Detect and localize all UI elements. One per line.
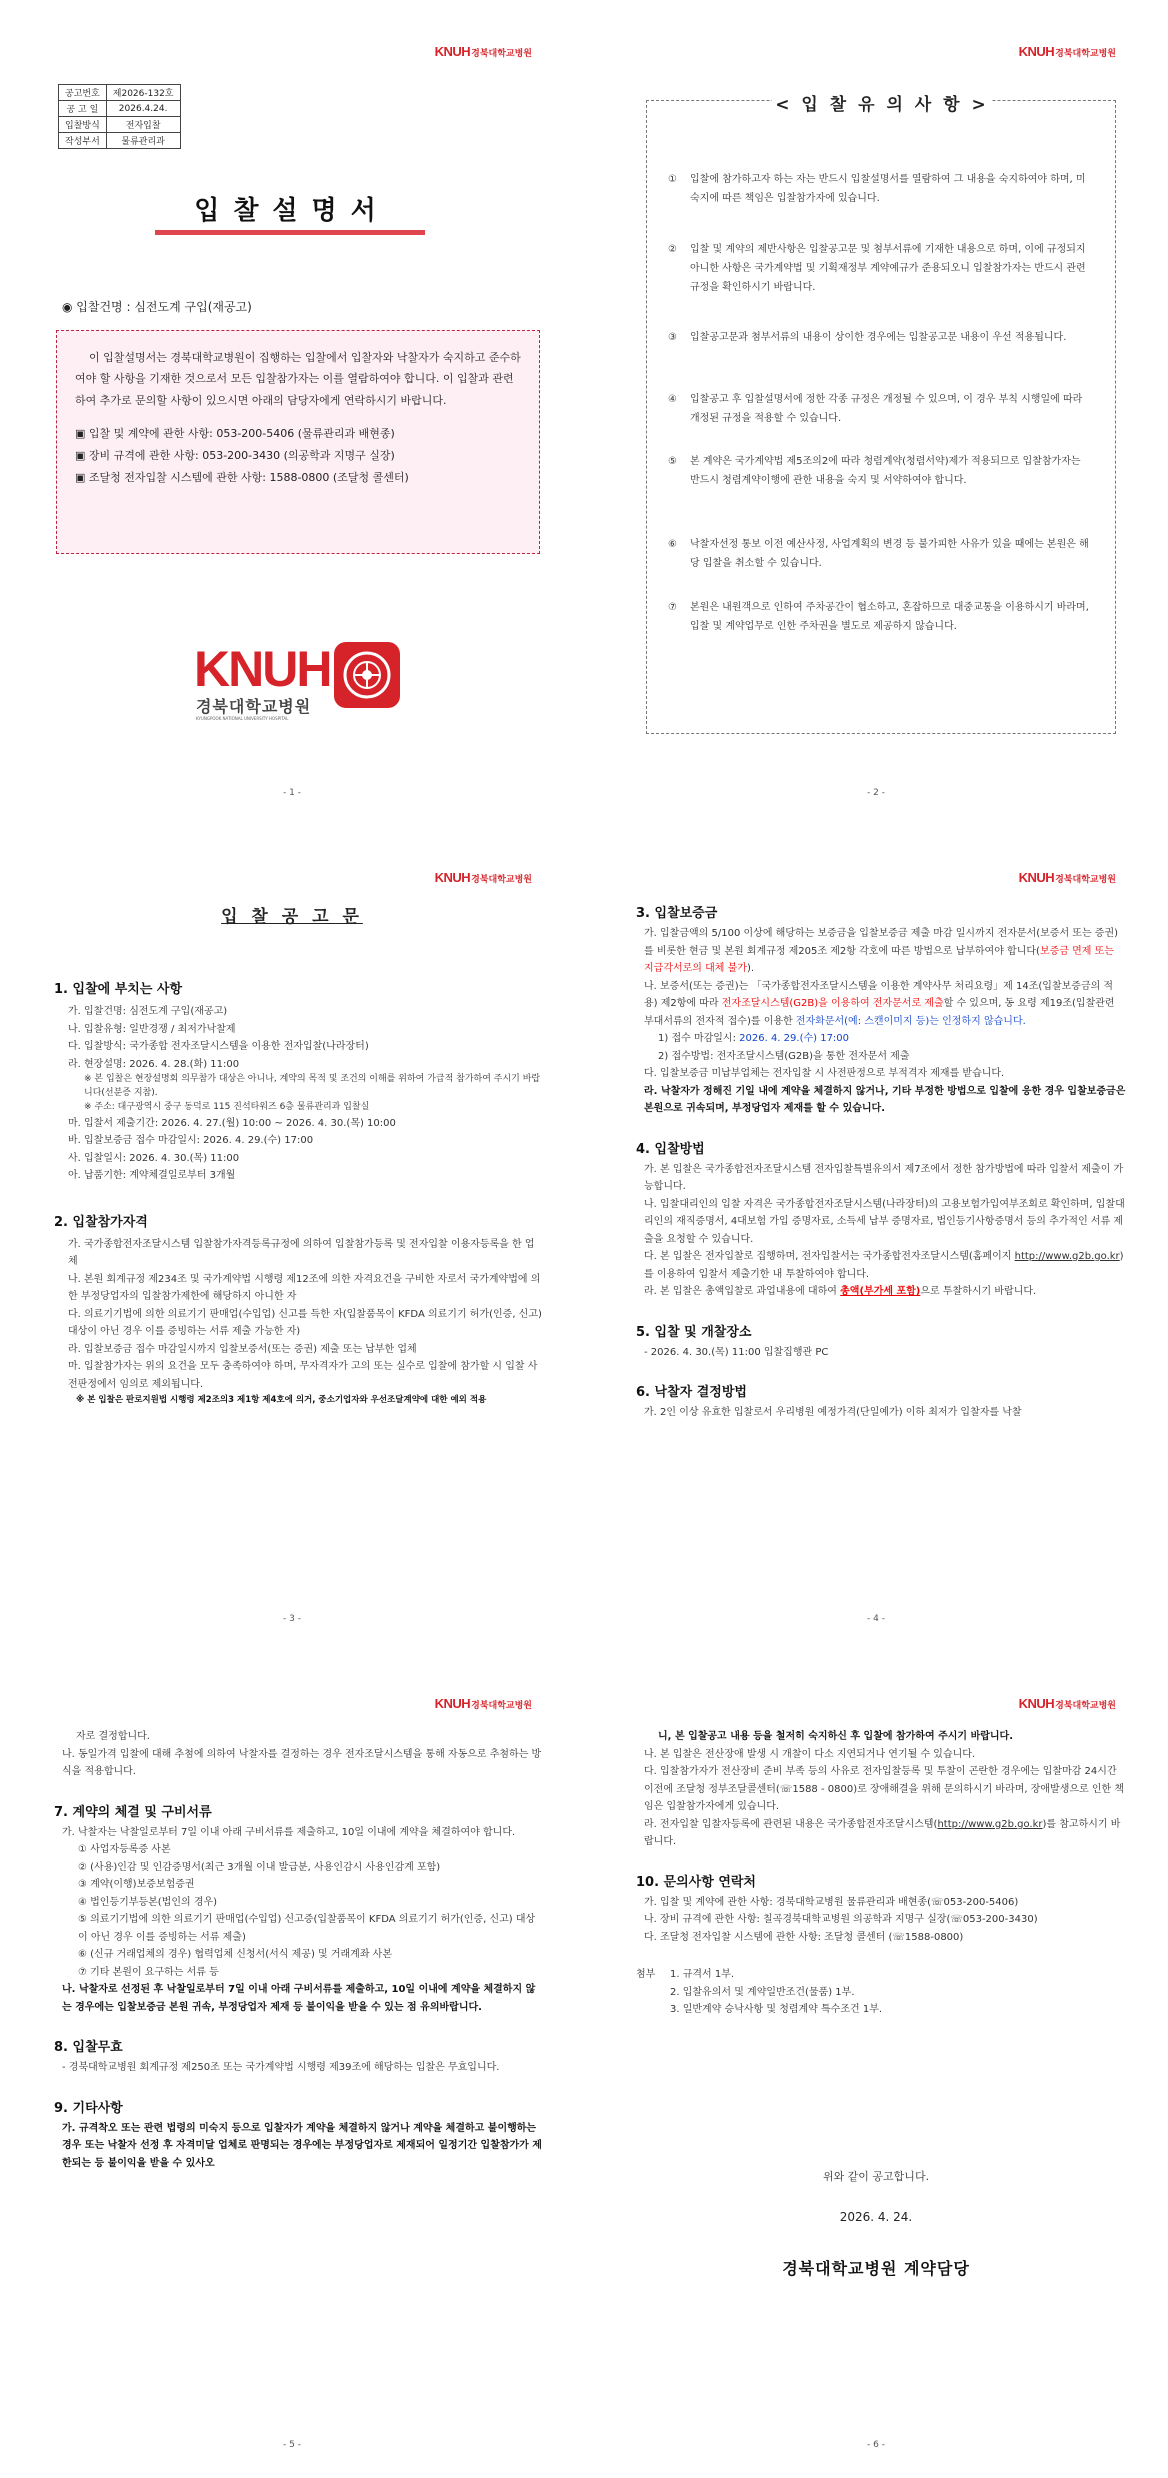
notice-item: ⑥ 낙찰자선정 통보 이전 예산사정, 사업계획의 변경 등 불가피한 사유가 있을 때에는 본원은 해당 입찰을 취소할 수 있습니다. [668, 539, 1089, 569]
section-heading: 3. 입찰보증금 [636, 906, 718, 921]
list-item: 나. 입찰유형: 일반경쟁 / 최저가낙찰제 [68, 1023, 236, 1035]
list-item: 가. 입찰건명: 심전도계 구입(재공고) [68, 1006, 228, 1017]
list-item: 나. 본원 회계규정 제234조 및 국가계약법 시행령 제12조에 의한 자격요건을 구비한 자로서 국가계약법에 의한 부정당업자의 입찰참가제한에 해당하지 아니한 자 [68, 1273, 541, 1303]
section-heading: 7. 계약의 체결 및 구비서류 [54, 1804, 212, 1820]
signer: 경북대학교병원 계약담당 [782, 2259, 970, 2278]
header-logo: KNUH경북대학교병원 [434, 870, 532, 885]
list-item: 나. 동일가격 입찰에 대해 추첨에 의하여 낙찰자를 결정하는 경우 전자조달시스템을 통해 자동으로 추첨하는 방식을 적용합니다. [62, 1748, 542, 1777]
emblem-icon [334, 642, 400, 708]
list-item: 1) 접수 마감일시: 2026. 4. 29.(수) 17:00 [658, 1033, 850, 1044]
list-item: 다. 의료기기법에 의한 의료기기 판매업(수입업) 신고를 득한 자(입찰품목이 KFDA 의료기기 허가(인증, 신고) 대상이 아닌 경우 이를 증빙하는 서류 제출 가능한 자) [68, 1308, 542, 1338]
g2b-link[interactable]: http://www.g2b.go.kr [1014, 1251, 1120, 1262]
page-4 [584, 826, 1168, 1652]
note: ※ 본 입찰은 판로지원법 시행령 제2조의3 제1항 제4호에 의거, 중소기업자와 우선조달계약에 대한 예외 적용 [76, 1395, 487, 1406]
page-3 [0, 826, 584, 1652]
section-heading: 4. 입찰방법 [636, 1141, 705, 1157]
notice-item: ⑦ 본원은 내원객으로 인하여 주차공간이 협소하고, 혼잡하므로 대중교통을 이용하시기 바라며, 입찰 및 계약업무로 인한 주차권을 별도로 제공하지 않습니다. [668, 602, 1089, 632]
list-item: 2) 접수방법: 전자조달시스템(G2B)을 통한 전자문서 제출 [658, 1050, 910, 1062]
list-item: 다. 본 입찰은 전자입찰로 집행하며, 전자입찰서는 국가종합전자조달시스템(홈페이지 http://www.g2b.go.kr)를 이용하여 입찰서 제출기한 내 투찰하여야 합니다. [644, 1251, 1124, 1280]
notice-meta-table: 공고번호 제2026-132호 공 고 일 2026.4.24. 입찰방식 전자입찰 작성부서 물류관리과 [58, 84, 181, 149]
list-item: 나. 장비 규격에 관한 사항: 칠곡경북대학교병원 의공학과 지명구 실장(☏053-200-3430) [644, 1914, 1038, 1925]
list-item: 나. 본 입찰은 전산장애 발생 시 개찰이 다소 지연되거나 연기될 수 있습니다. [644, 1748, 976, 1760]
contact-line: ▣ 조달청 전자입찰 시스템에 관한 사항: 1588-0800 (조달청 콜센터) [75, 471, 409, 485]
list-item: 마. 입찰참가자는 위의 요건을 모두 충족하여야 하며, 무자격자가 고의 또는 실수로 입찰에 참가할 시 입찰 사전판정에서 임의로 제외됩니다. [68, 1361, 538, 1390]
attachments: 첨부 1. 규격서 1부. 2. 입찰유의서 및 계약일반조건(물품) 1부. 3. 일반계약 승낙사항 및 청렴계약 특수조건 1부. [636, 1966, 1126, 2019]
list-item: ① 사업자등록증 사본 [78, 1844, 171, 1855]
page-5 [0, 1652, 584, 2478]
notice-item: ② 입찰 및 계약의 제반사항은 입찰공고문 및 첨부서류에 기재한 내용으로 하며, 이에 규정되지 아니한 사항은 국가계약법 및 기획재정부 계약예규가 준용되오니 입찰참가자는 반드시 관련 규정을 확인하시기 바랍니다. [668, 244, 1086, 293]
list-item: 나. 낙찰자로 선정된 후 낙찰일로부터 7일 이내 아래 구비서류를 제출하고, 10일 이내에 계약을 체결하지 않는 경우에는 입찰보증금 본원 귀속, 부정당업자 제재 등 불이익을 받을 수 있는 점 유의바랍니다. [62, 1984, 536, 2013]
notice-title: < 입 찰 유 의 사 항 > [772, 90, 992, 115]
header-logo: KNUH경북대학교병원 [1018, 44, 1116, 59]
list-item: ④ 법인등기부등본(법인의 경우) [78, 1896, 218, 1908]
list-item: 다. 입찰방식: 국가종합 전자조달시스템을 이용한 전자입찰(나라장터) [68, 1041, 369, 1052]
list-item: 니, 본 입찰공고 내용 등을 철저히 숙지하신 후 입찰에 참가하여 주시기 바랍니다. [658, 1731, 1014, 1742]
closing-text: 위와 같이 공고합니다. [822, 2170, 930, 2183]
list-item: 다. 조달청 전자입찰 시스템에 관한 사항: 조달청 콜센터 (☏1588-0800) [644, 1931, 964, 1943]
list-item: 라. 전자입찰 입찰자등록에 관련된 내용은 국가종합전자조달시스템(http://www.g2b.go.kr)를 참고하시기 바랍니다. [644, 1818, 1121, 1847]
page-number: - 1 - [283, 788, 301, 798]
contact-line: ▣ 입찰 및 계약에 관한 사항: 053-200-5406 (물류관리과 배현종) [75, 427, 395, 441]
list-item: 가. 입찰금액의 5/100 이상에 해당하는 보증금을 입찰보증금 제출 마감 일시까지 전자문서(보증서 또는 증권)를 비롯한 현금 및 본원 회계규정 제205조 제2항 각호에 따른 방법으로 납부하여야 합니다(보증금 면제 또는 지급각서로의 대체 불가). [644, 928, 1119, 974]
list-item: - 2026. 4. 30.(목) 11:00 입찰집행관 PC [644, 1346, 829, 1358]
list-item: ③ 계약(이행)보증보험증권 [78, 1879, 195, 1890]
page-number: - 6 - [867, 2440, 885, 2450]
list-item: 가. 규격착오 또는 관련 법령의 미숙지 등으로 입찰자가 계약을 체결하지 않거나 계약을 체결하고 불이행하는 경우 또는 낙찰자 선정 후 자격미달 업체로 판명되는 경우에는 부정당업자로 제재되어 일정기간 입찰참가가 제한되는 등 불이익을 받을 수 있사오 [62, 2122, 542, 2169]
header-logo: KNUH경북대학교병원 [434, 1696, 532, 1711]
list-item: ② (사용)인감 및 인감증명서(최근 3개월 이내 발급분, 사용인감시 사용인감계 포함) [78, 1861, 441, 1873]
section-heading: 9. 기타사항 [54, 2100, 123, 2116]
intro-text: 이 입찰설명서는 경북대학교병원이 집행하는 입찰에서 입찰자와 낙찰자가 숙지하고 준수하여야 할 사항을 기재한 것으로서 모든 입찰참가자는 이를 열람하여야 합니다. 이 입찰과 관련하여 추가로 문의할 사항이 있으시면 아래의 담당자에게 연락하시기 바랍니다. [75, 351, 521, 407]
list-item: 아. 납품기한: 계약체결일로부터 3개월 [68, 1170, 236, 1182]
list-item: 가. 본 입찰은 국가종합전자조달시스템 전자입찰특별유의서 제7조에서 정한 참가방법에 따라 입찰서 제출이 가능합니다. [644, 1163, 1124, 1192]
list-item: 마. 입찰서 제출기간: 2026. 4. 27.(월) 10:00 ~ 2026. 4. 30.(목) 10:00 [68, 1117, 396, 1129]
notice-item: ① 입찰에 참가하고자 하는 자는 반드시 입찰설명서를 열람하여 그 내용을 숙지하여야 하며, 미숙지에 따른 책임은 입찰참가자에 있습니다. [668, 174, 1086, 204]
notice-item: ⑤ 본 계약은 국가계약법 제5조의2에 따라 청렴계약(청렴서약)제가 적용되므로 입찰참가자는 반드시 청렴계약이행에 관한 내용을 숙지 및 서약하여야 합니다. [668, 456, 1081, 486]
list-item: 나. 입찰대리인의 입찰 자격은 국가종합전자조달시스템(나라장터)의 고용보험가입여부조회로 확인하며, 입찰대리인의 재직증명서, 4대보험 가입 증명자료, 소득세 납부 증명자료, 법인등기사항증명서 등의 추가적인 서류 제출을 요청할 수 있습니다. [644, 1198, 1125, 1245]
section-heading: 5. 입찰 및 개찰장소 [636, 1324, 752, 1340]
list-item: 라. 본 입찰은 총액입찰로 과업내용에 대하여 총액(부가세 포함)으로 투찰하시기 바랍니다. [644, 1286, 1037, 1297]
list-item: 가. 2인 이상 유효한 입찰로서 우리병원 예정가격(단일예가) 이하 최저가 입찰자를 낙찰 [644, 1407, 1022, 1418]
list-item: 라. 입찰보증금 접수 마감일시까지 입찰보증서(또는 증권) 제출 또는 납부한 업체 [68, 1343, 417, 1355]
contact-line: ▣ 장비 규격에 관한 사항: 053-200-3430 (의공학과 지명구 실장) [75, 449, 395, 463]
note: ※ 본 입찰은 현장설명회 의무참가 대상은 아니나, 계약의 목적 및 조건의 이해를 위하여 가급적 참가하여 주시기 바랍니다(선분증 지참). [84, 1074, 541, 1098]
list-item: 다. 입찰참가자가 전산장비 준비 부족 등의 사유로 전자입찰등록 및 투찰이 곤란한 경우에는 입찰마감 24시간 이전에 조달청 정부조달콜센터(☏1588 - 0800)로 장애해결을 위해 문의하시기 바라며, 장애발생으로 인한 책임은 입찰참가자에게 있습니다. [644, 1766, 1125, 1812]
list-item: 나. 보증서(또는 증권)는 「국가종합전자조달시스템을 이용한 계약사무 처리요령」제 14조(입찰보증금의 적용) 제2항에 따라 전자조달시스템(G2B)을 이용하여 전자문서로 제출할 수 있으며, 동 요령 제19조(입찰관련 부대서류의 전자적 접수)를 이용한 전자화문서(예: 스캔이미지 등)는 인정하지 않습니다. [644, 980, 1115, 1027]
section-heading: 8. 입찰무효 [54, 2040, 123, 2055]
list-item: - 경북대학교병원 회계규정 제250조 또는 국가계약법 시행령 제39조에 해당하는 입찰은 무효입니다. [62, 2062, 500, 2073]
list-item: 2. 입찰유의서 및 계약일반조건(물품) 1부. [670, 1986, 855, 1998]
intro-box [56, 330, 540, 554]
list-item: 라. 낙찰자가 정해진 기일 내에 계약을 체결하지 않거나, 기타 부정한 방법으로 입찰에 응한 경우 입찰보증금은 본원으로 귀속되며, 부정당업자 제재를 할 수 있습니다. [644, 1085, 1126, 1114]
notice-item: ④ 입찰공고 후 입찰설명서에 정한 각종 규정은 개정될 수 있으며, 이 경우 부칙 시행일에 따라 개정된 규정을 적용할 수 있습니다. [668, 394, 1083, 424]
title-underline [155, 230, 425, 235]
list-item: 가. 입찰 및 계약에 관한 사항: 경북대학교병원 물류관리과 배현종(☏053-200-5406) [644, 1896, 1019, 1908]
section-heading: 1. 입찰에 부치는 사항 [54, 982, 183, 997]
header-logo: KNUH경북대학교병원 [434, 44, 532, 59]
note: ※ 주소: 대구광역시 중구 동덕로 115 진석타워즈 6층 물류관리과 입찰실 [84, 1101, 370, 1112]
page-number: - 4 - [867, 1614, 885, 1624]
list-item: 가. 국가종합전자조달시스템 입찰참가자격등록규정에 의하여 입찰참가등록 및 전자입찰 이용자등록을 한 업체 [68, 1238, 535, 1268]
g2b-link[interactable]: http://www.g2b.go.kr [937, 1818, 1043, 1830]
header-logo: KNUH경북대학교병원 [1018, 870, 1116, 885]
section-heading: 10. 문의사항 연락처 [636, 1874, 756, 1890]
case-name: ◉ 입찰건명 : 심전도계 구입(재공고) [62, 300, 252, 314]
list-item: 가. 낙찰자는 낙찰일로부터 7일 이내 아래 구비서류를 제출하고, 10일 이내에 계약을 체결하여야 합니다. [62, 1826, 516, 1838]
page-number: - 3 - [283, 1614, 301, 1624]
page-number: - 5 - [283, 2440, 301, 2450]
list-item: 자로 결정합니다. [76, 1731, 150, 1742]
list-item: 1. 규격서 1부. [670, 1969, 735, 1980]
announce-date: 2026. 4. 24. [839, 2210, 913, 2224]
document-title: 입찰설명서 [194, 196, 390, 226]
list-item: ⑦ 기타 본원이 요구하는 서류 등 [78, 1966, 219, 1978]
announcement-title: 입 찰 공 고 문 [221, 907, 363, 927]
list-item: 사. 입찰일시: 2026. 4. 30.(목) 11:00 [68, 1152, 240, 1164]
page-6 [584, 1652, 1168, 2478]
list-item: 라. 현장설명: 2026. 4. 28.(화) 11:00 [68, 1058, 240, 1070]
list-item: 다. 입찰보증금 미납부업체는 전자입찰 시 사전판정으로 부적격자 제재를 받습니다. [644, 1068, 1005, 1079]
section-heading: 6. 낙찰자 결정방법 [636, 1385, 747, 1400]
list-item: 3. 일반계약 승낙사항 및 청렴계약 특수조건 1부. [670, 2004, 883, 2015]
page-1: KNUH경북대학교병원 공고번호 제2026-132호 공 고 일 2026.4.24. 입찰방식 전자입찰 작성부서 물류관리과 입찰설명서 ◉ 입찰건명 : 심전도계 구입(재공고) 이 입찰설명서는 경북대학교병원이 집행하는 입찰에서 입찰자와 낙찰자가 숙지하고 준수하여야 할 사항을 기재한 것으로서 모든 입찰참가자는 이를 열람하여야 합니다. 이 입찰과 관련하여 추가로 문의할 사항이 있으시면 아래의 담당자에게 연락하시기 바랍니다. ▣ 입찰 및 계약에 관한 사항: 053-200-5406 (물류관리과 배현종) ▣ 장비 규격에 관한 사항: 053-200-3430 (의공학과 지명구 실장) ▣ 조달청 전자입찰 시스템에 관한 사항: 1588-0800 (조달청 콜센터) KNUH 경북대학교병원 KYUNGPOOK NATIONAL UNIVERSITY HOSPITAL - 1 - [0, 0, 584, 826]
page-number: - 2 - [867, 788, 885, 798]
list-item: ⑤ 의료기기법에 의한 의료기기 판매업(수입업) 신고증(입찰품목이 KFDA 의료기기 허가(인증, 신고) 대상이 아닌 경우 이를 증빙하는 서류 제출) [78, 1914, 536, 1943]
section-heading: 2. 입찰참가자격 [54, 1214, 148, 1230]
notice-item: ③ 입찰공고문과 첨부서류의 내용이 상이한 경우에는 입찰공고문 내용이 우선 적용됩니다. [668, 332, 1067, 343]
header-logo: KNUH경북대학교병원 [1018, 1696, 1116, 1711]
page-2 [584, 0, 1168, 826]
list-item: ⑥ (신규 거래업체의 경우) 협력업체 신청서(서식 제공) 및 거래계좌 사본 [78, 1949, 392, 1960]
list-item: 바. 입찰보증금 접수 마감일시: 2026. 4. 29.(수) 17:00 [68, 1135, 314, 1147]
